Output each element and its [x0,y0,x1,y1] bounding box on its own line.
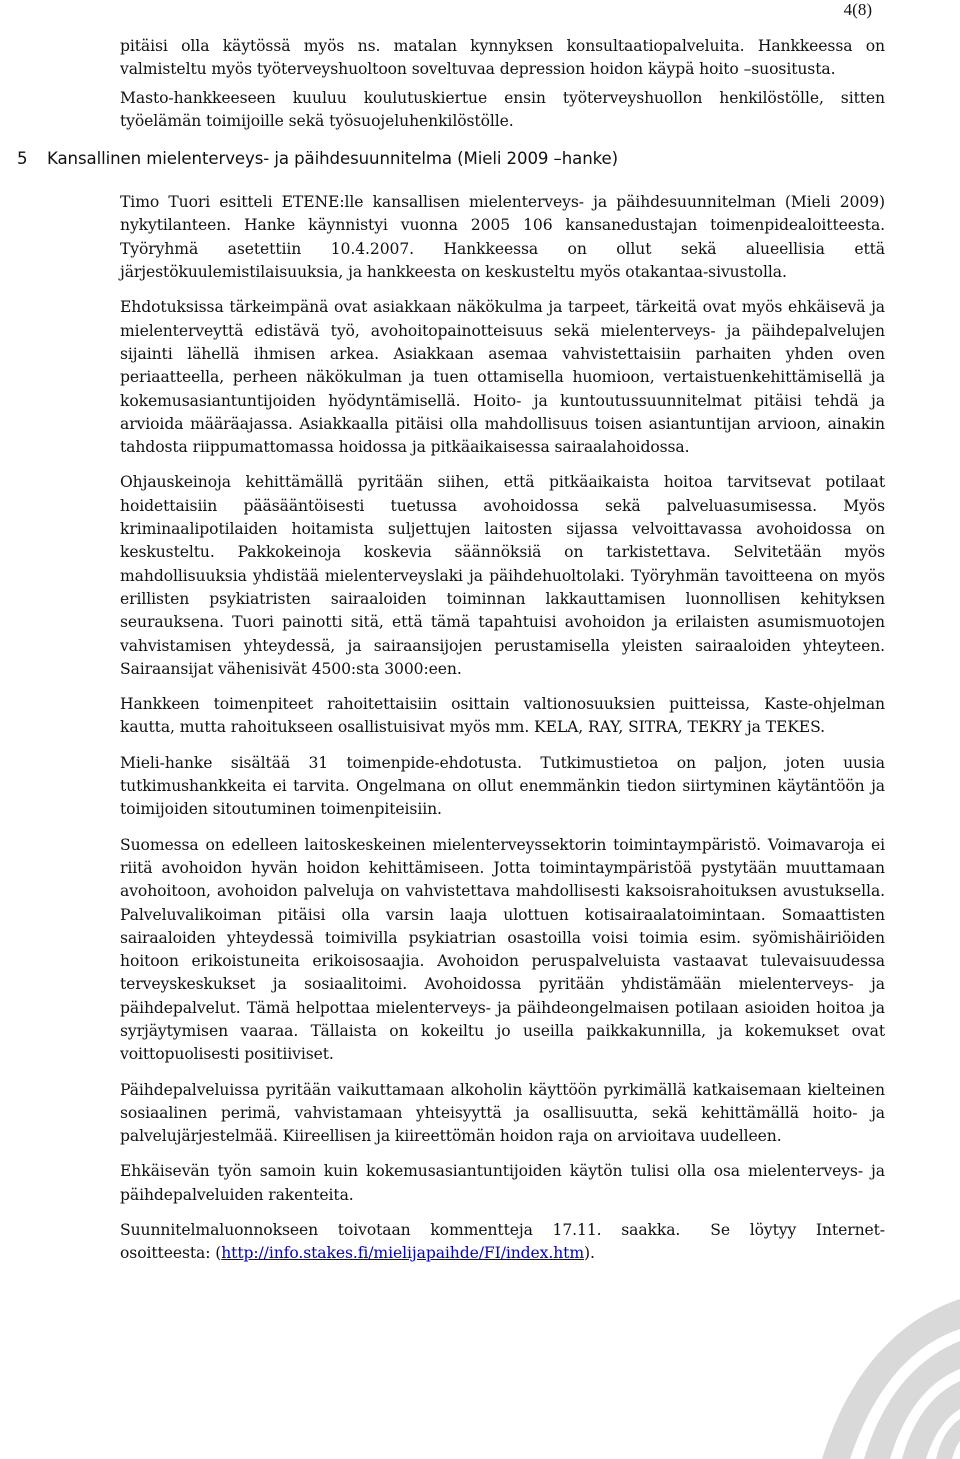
page-number: 4(8) [843,0,872,19]
body-paragraph-1: Timo Tuori esitteli ETENE:lle kansallisen mielenterveys- ja päihdesuunnitelman (Mieli 2009) nykytilanteen. Hanke käynnistyi vuonna 2005 106 kansanedustajan toimenpidealoitteesta. Työryhmä asetettiin 10.4.2007. Hankkeessa on ollut sekä alueellisia että järjestökuulemistilaisuuksia, ja hankkeesta on keskusteltu myös otakantaa-sivustolla. [120,193,885,282]
decorative-wave-logo [730,1259,960,1459]
intro-paragraph-2: Masto-hankkeeseen kuuluu koulutuskiertue ensin työterveyshuollon henkilöstölle, sitten työelämän toimijoille sekä työsuojeluhenkilöstölle. [120,88,885,130]
closing-text-1: Suunnitelmaluonnokseen toivotaan kommentteja 17.11. saakka. [120,1221,681,1240]
closing-text-3: ). [584,1244,595,1263]
section-number: 5 [17,149,28,169]
body-paragraph-2: Ehdotuksissa tärkeimpänä ovat asiakkaan näkökulma ja tarpeet, tärkeitä ovat myös ehkäisevä ja mielenterveyttä edistävä työ, avohoitopainotteisuus sekä mielenterveys- ja päihdepalvelujen sijainti lähellä ihmisen arkea. Asiakkaan asemaa vahvistettaisiin parhaiten yhden oven periaatteella, perheen näkökulman ja tuen ottamisella huomioon, vertaistuenkehittämisellä ja kokemusasiantuntijoiden hyödyntämisellä. Hoito- ja kuntoutussuunnitelmat pitäisi tehdä ja arvioida määräajassa. Asiakkaalla pitäisi olla mahdollisuus toisen asiantuntijan arvioon, ainakin tahdosta riippumattomassa hoidossa ja pitkäaikaisessa sairaalahoidossa. [120,298,885,457]
section-title: Kansallinen mielenterveys- ja päihdesuunnitelma (Mieli 2009 –hanke) [47,149,619,169]
body-paragraph-4: Hankkeen toimenpiteet rahoitettaisiin osittain valtionosuuksien puitteissa, Kaste-ohjelman kautta, mutta rahoitukseen osallistuisivat myös mm. KELA, RAY, SITRA, TEKRY ja TEKES. [120,695,885,737]
intro-paragraph-1: pitäisi olla käytössä myös ns. matalan kynnyksen konsultaatiopalveluita. Hankkeessa on valmisteltu myös työterveyshuoltoon soveltuvaa depression hoidon käypä hoito –suositusta. [120,37,885,79]
body-paragraph-7: Päihdepalveluissa pyritään vaikuttamaan alkoholin käyttöön pyrkimällä katkaisemaan kielteinen sosiaalinen perimä, vahvistamaan yhteisyyttä ja osallisuutta, sekä kehittämällä hoito- ja palvelujärjestelmää. Kiireellisen ja kiireettömän hoidon raja on arvioitava uudelleen. [120,1080,885,1146]
closing-text-2: Se löytyy Internet-osoitteesta: ( [120,1221,885,1263]
section-heading [17,147,885,171]
document-body [17,35,885,1266]
body-paragraph-6: Suomessa on edelleen laitoskeskeinen mielenterveyssektorin toimintaympäristö. Voimavaroja ei riitä avohoidon hyvän hoidon kehittämiseen. Jotta toimintaympäristöä pystytään muuttamaan avohoitoon, avohoidon palveluja on vahvistettava mahdollisesti kaksoisrahoituksen avustuksella. Palveluvalikoiman pitäisi olla varsin laaja ulottuen kotisairaalatoimintaan. Somaattisten sairaaloiden yhteydessä toimivilla psykiatrian osastoilla voisi toimia esim. syömishäiriöiden hoitoon erikoistuneita erikoisosaajia. Avohoidon peruspalveluista vastaavat tulevaisuudessa terveyskeskukset ja sosiaalitoimi. Avohoidossa pyritään yhdistämään mielenterveys- ja päihdepalvelut. Tämä helpottaa mielenterveys- ja päihdeongelmaisen potilaan asioiden hoitoa ja syrjäytymisen vaaraa. Tällaista on kokeiltu jo useilla paikkakunnilla, ja kokemukset ovat voittopuolisesti positiiviset. [120,835,885,1064]
body-paragraph-8: Ehkäisevän työn samoin kuin kokemusasiantuntijoiden käytön tulisi olla osa mielenterveys- ja päihdepalveluiden rakenteita. [120,1162,885,1204]
body-paragraph-3: Ohjauskeinoja kehittämällä pyritään siihen, että pitkäaikaista hoitoa tarvitsevat potilaat hoidettaisiin pääsääntöisesti tuetussa avohoidossa sekä palveluasumisessa. Myös kriminaalipotilaiden hoitamista suljettujen laitosten sijassa velvoittavassa avohoidossa on keskusteltu. Pakkokeinoja koskevia säännöksiä on tarkistettava. Selvitetään myös mahdollisuuksia yhdistää mielenterveyslaki ja päihdehuoltolaki. Työryhmän tavoitteena on myös erillisten psykiatristen sairaaloiden toiminnan lakkauttamisen luonnollisen kehityksen seurauksena. Tuori painotti sitä, että tämä tapahtuisi avohoidon ja erilaisten asumismuotojen vahvistamisen yhteydessä, ja sairaansijojen perustamisella yleisten sairaaloiden yhteyteen. Sairaansijat vähenisivät 4500:sta 3000:een. [120,473,885,678]
body-paragraph-5: Mieli-hanke sisältää 31 toimenpide-ehdotusta. Tutkimustietoa on paljon, joten uusia tutkimushankkeita ei tarvita. Ongelmana on ollut enemmänkin tiedon siirtyminen käytäntöön ja toimijoiden sitoutuminen toimenpiteisiin. [120,753,885,819]
stakes-url-link[interactable]: http://info.stakes.fi/mielijapaihde/FI/index.htm [221,1244,585,1263]
